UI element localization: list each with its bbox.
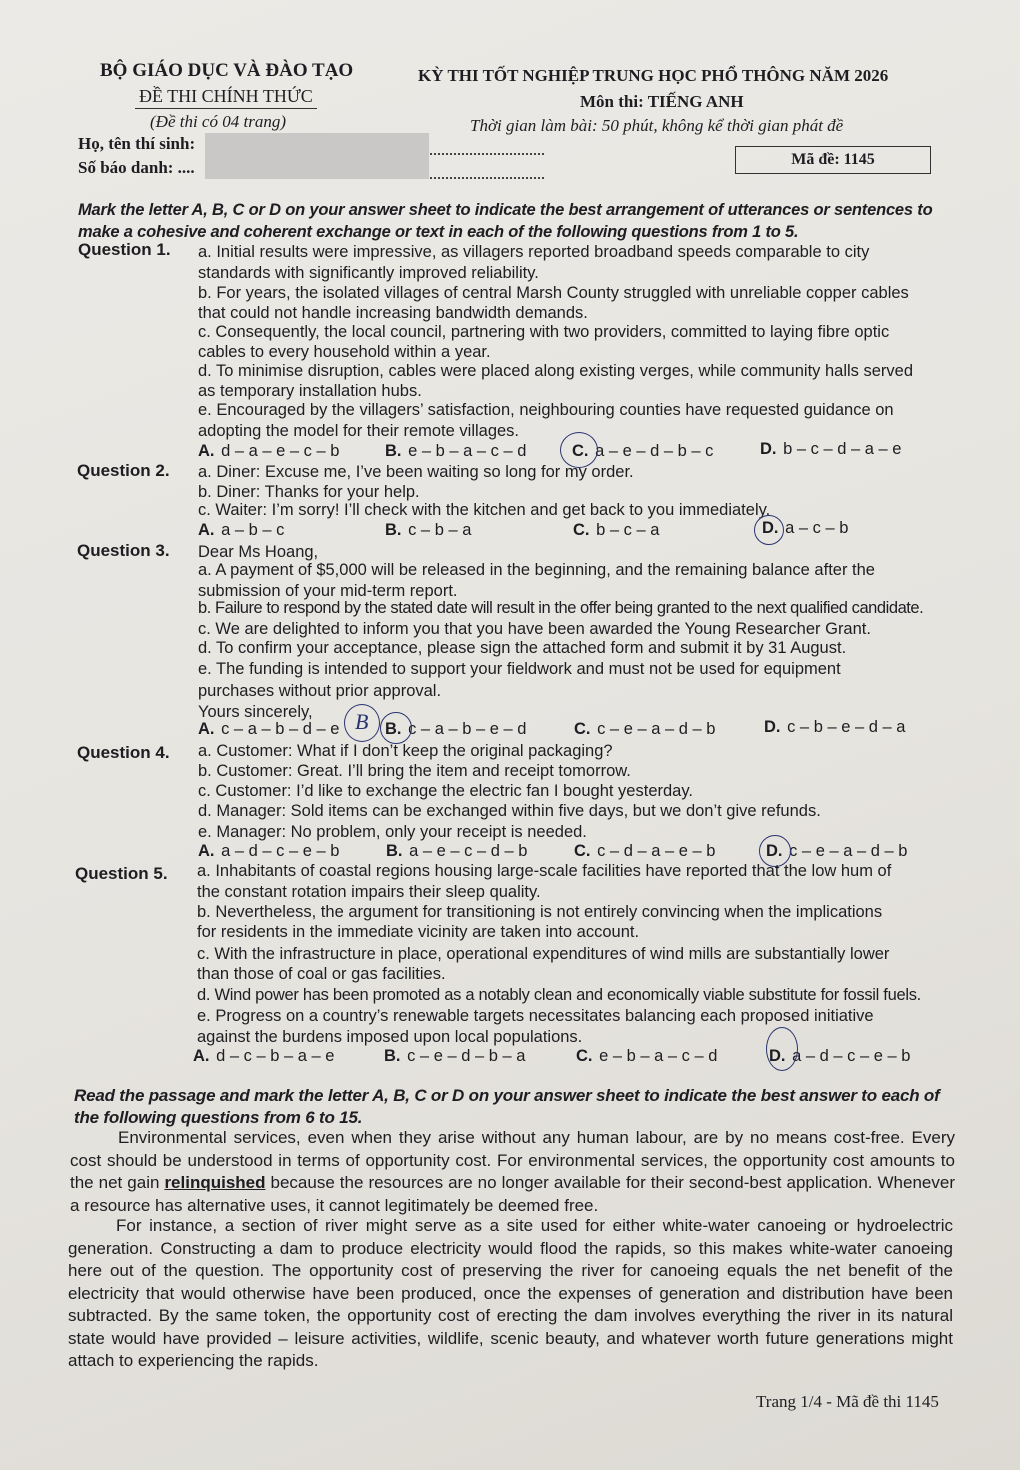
question-5-label: Question 5.: [75, 864, 168, 883]
q1-line: cables to every household within a year.: [198, 343, 491, 361]
passage-paragraph-2: For instance, a section of river might serve as a site used for either white-water canoeing or hydroelectric generation. Constructing a dam to produce electricity would flood the rapids, so this makes white-water canoeing here out of the question. The opportunity cost of preserving the river for canoeing equals the net benefit of the electricity that would otherwise have been produced, once the expenses of generation and distribution have been subtracted. By the same token, the opportunity cost of erecting the dam involves everything the river in its natural state would have provided – leisure activities, wildlife, scenic beauty, and whatever worth future generations might attach to experiencing the rapids.: [68, 1216, 953, 1370]
exam-time: Thời gian làm bài: 50 phút, không kể thời gian phát đề: [470, 116, 844, 135]
section2-instruction: Read the passage and mark the letter A, B, C or D on your answer sheet to indicate the best answer to each of the following questions from 6 to 15.: [74, 1086, 940, 1127]
q5-option-a[interactable]: A. d – c – b – a – e: [193, 1047, 335, 1065]
q3-handwritten-answer: B: [355, 709, 369, 734]
q1-option-d[interactable]: D. b – c – d – a – e: [760, 440, 902, 458]
page-count-note: (Đề thi có 04 trang): [150, 112, 286, 131]
q4-option-b[interactable]: B. a – e – c – d – b: [386, 842, 528, 860]
q5-line: a. Inhabitants of coastal regions housing large-scale facilities have reported that the low hum of: [197, 862, 892, 880]
question-4-label: Question 4.: [77, 743, 170, 762]
q1-option-b[interactable]: B. e – b – a – c – d: [385, 442, 527, 460]
passage-paragraph-1: Environmental services, even when they arise without any human labour, are by no means cost-free. Every cost should be understood in terms of opportunity cost. For environmental services, the opportunity cost amounts to the net gain relinquished because the resources are no longer available for their second-best application. Whenever a resource has alternative uses, it cannot legitimately be deemed free.: [70, 1128, 955, 1215]
q4-line: e. Manager: No problem, only your receipt is needed.: [198, 823, 587, 841]
q5-pen-circle: [766, 1027, 798, 1071]
q5-line: c. With the infrastructure in place, operational expenditures of wind mills are substantially lower: [197, 945, 890, 963]
q1-line: standards with significantly improved reliability.: [198, 264, 539, 282]
q3-line: purchases without prior approval.: [198, 682, 442, 700]
name-dotted-line: [430, 153, 544, 155]
page-footer: Trang 1/4 - Mã đề thi 1145: [756, 1392, 939, 1411]
q1-line: adopting the model for their remote villages.: [198, 422, 520, 440]
q3-option-d[interactable]: D. c – b – e – d – a: [764, 718, 906, 736]
underlined-keyword: relinquished: [164, 1173, 266, 1192]
q3-option-c[interactable]: C. c – e – a – d – b: [574, 720, 716, 738]
exam-subject: Môn thi: TIẾNG ANH: [580, 92, 744, 111]
exam-title: KỲ THI TỐT NGHIỆP TRUNG HỌC PHỔ THÔNG NĂM 2026: [418, 66, 889, 85]
q4-option-c[interactable]: C. c – d – a – e – b: [574, 842, 716, 860]
q5-line: than those of coal or gas facilities.: [197, 965, 446, 983]
q3-option-a[interactable]: A. c – a – b – d – e: [198, 720, 340, 738]
question-3-label: Question 3.: [77, 541, 170, 560]
q1-line: as temporary installation hubs.: [198, 382, 422, 400]
q3-option-b[interactable]: B. c – a – b – e – d: [385, 720, 527, 738]
q1-line: e. Encouraged by the villagers’ satisfaction, neighbouring counties have requested guidance on: [198, 401, 894, 419]
question-1-label: Question 1.: [78, 240, 171, 259]
q2-line: a. Diner: Excuse me, I’ve been waiting so long for my order.: [198, 463, 634, 481]
q2-line: c. Waiter: I’m sorry! I’ll check with the kitchen and get back to you immediately.: [198, 501, 771, 519]
q3-line: a. A payment of $5,000 will be released in the beginning, and the remaining balance after the: [198, 561, 875, 579]
section1-instruction: Mark the letter A, B, C or D on your answer sheet to indicate the best arrangement of utterances or sentences to make a cohesive and coherent exchange or text in each of the following questions from 1 to 5.: [78, 201, 933, 241]
q3-option-b-pen-circle: [380, 712, 412, 744]
q1-line: d. To minimise disruption, cables were placed along existing verges, while community halls served: [198, 362, 914, 380]
ministry-name: BỘ GIÁO DỤC VÀ ĐÀO TẠO: [100, 60, 354, 81]
q5-option-d[interactable]: D. a – d – c – e – b: [769, 1047, 911, 1065]
q2-option-c[interactable]: C. b – c – a: [573, 521, 660, 539]
q5-line: against the burdens imposed upon local populations.: [197, 1028, 583, 1046]
q3-closing: Yours sincerely,: [198, 703, 313, 721]
id-dotted-line: [430, 177, 544, 179]
q1-line: that could not handle increasing bandwidth demands.: [198, 304, 588, 322]
q5-line: the constant rotation impairs their sleep quality.: [197, 883, 541, 901]
q1-line: b. For years, the isolated villages of central Marsh County struggled with unreliable copper cables: [198, 284, 909, 302]
official-exam-label: ĐỀ THI CHÍNH THỨC: [135, 86, 317, 109]
q5-option-c[interactable]: C. e – b – a – c – d: [576, 1047, 718, 1065]
q4-line: a. Customer: What if I don’t keep the original packaging?: [198, 742, 613, 760]
q1-option-c[interactable]: C. a – e – d – b – c: [572, 442, 714, 460]
q1-option-a[interactable]: A. d – a – e – c – b: [198, 442, 340, 460]
q4-option-d[interactable]: D. c – e – a – d – b: [766, 842, 908, 860]
q3-line: c. We are delighted to inform you that you have been awarded the Young Researcher Grant.: [198, 620, 871, 638]
q4-line: d. Manager: Sold items can be exchanged within five days, but we don’t give refunds.: [198, 802, 821, 820]
q3-line: d. To confirm your acceptance, please sign the attached form and submit it by 31 August.: [198, 639, 847, 657]
candidate-id-label: Số báo danh: ....: [78, 158, 195, 177]
q5-line: d. Wind power has been promoted as a notably clean and economically viable substitute for fossil fuels.: [197, 986, 921, 1004]
exam-code-box: Mã đề: 1145: [735, 146, 931, 174]
q3-greeting: Dear Ms Hoang,: [198, 543, 319, 561]
q2-pen-circle: [754, 515, 784, 545]
q2-option-b[interactable]: B. c – b – a: [385, 521, 472, 539]
q2-option-d[interactable]: D. a – c – b: [762, 519, 849, 537]
q5-line: for residents in the immediate vicinity are taken into account.: [197, 923, 640, 941]
q4-option-a[interactable]: A. a – d – c – e – b: [198, 842, 340, 860]
q3-line: b. Failure to respond by the stated date will result in the offer being granted to the next qualified candidate.: [198, 599, 924, 617]
q3-line: submission of your mid-term report.: [198, 582, 458, 600]
q1-line: a. Initial results were impressive, as villagers reported broadband speeds comparable to city: [198, 243, 870, 261]
q5-option-b[interactable]: B. c – e – d – b – a: [384, 1047, 526, 1065]
q2-line: b. Diner: Thanks for your help.: [198, 483, 420, 501]
q5-line: e. Progress on a country’s renewable targets necessitates balancing each proposed initiative: [197, 1007, 874, 1025]
candidate-name-label: Họ, tên thí sinh:: [78, 134, 196, 153]
question-2-label: Question 2.: [77, 461, 170, 480]
q4-line: c. Customer: I’d like to exchange the electric fan I bought yesterday.: [198, 782, 693, 800]
q2-option-a[interactable]: A. a – b – c: [198, 521, 285, 539]
q5-line: b. Nevertheless, the argument for transitioning is not entirely convincing when the implications: [197, 903, 883, 921]
q4-line: b. Customer: Great. I’ll bring the item and receipt tomorrow.: [198, 762, 631, 780]
q1-line: c. Consequently, the local council, partnering with two providers, committed to laying fibre optic: [198, 323, 890, 341]
q3-line: e. The funding is intended to support your fieldwork and must not be used for equipment: [198, 660, 841, 678]
redacted-candidate-info: [205, 133, 429, 179]
